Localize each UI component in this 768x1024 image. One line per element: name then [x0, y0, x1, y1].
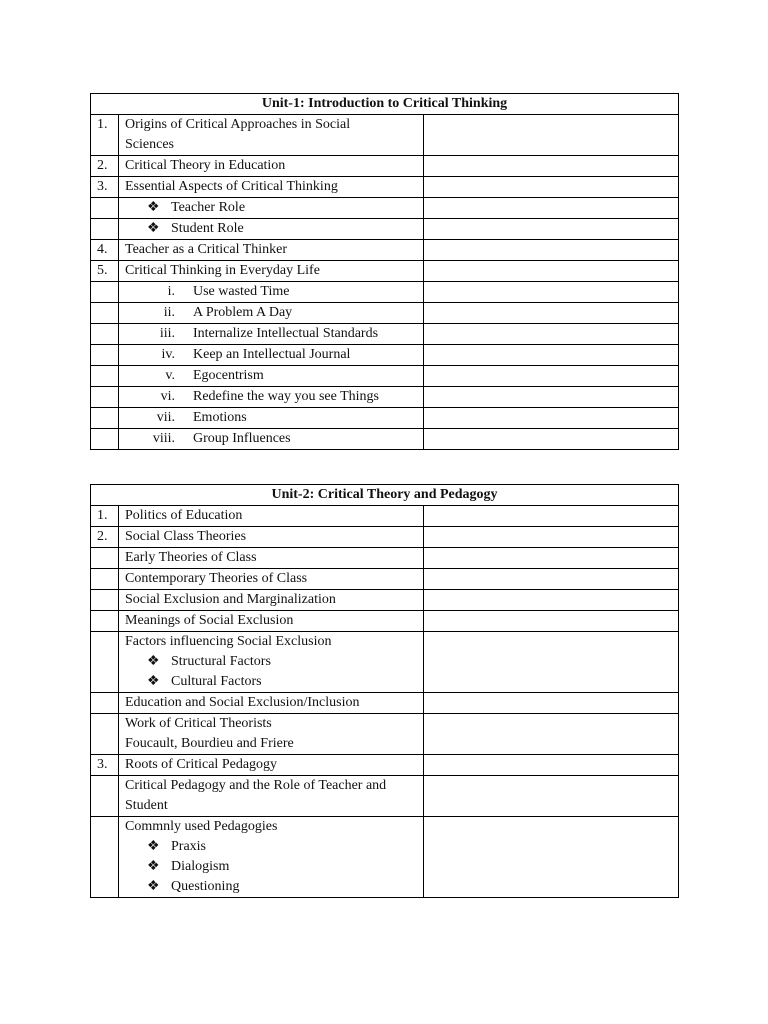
topic-text: Emotions [193, 410, 247, 425]
table-row [91, 693, 679, 714]
roman-numeral: vi. [160, 389, 175, 404]
row-number [91, 817, 119, 898]
table-row [91, 506, 679, 527]
topic-text: Teacher Role [171, 200, 246, 215]
blank-cell [424, 632, 679, 693]
subtopic-text: Praxis [171, 839, 206, 854]
topic-text: Meanings of Social Exclusion [119, 611, 424, 632]
table-row [91, 261, 679, 282]
row-number [91, 611, 119, 632]
topic-text: Factors influencing Social Exclusion [125, 634, 332, 649]
table-row [91, 611, 679, 632]
row-number [91, 714, 119, 755]
diamond-bullet-icon: ❖ [147, 859, 160, 874]
table-row [91, 219, 679, 240]
row-number [91, 632, 119, 693]
topic-text: Foucault, Bourdieu and Friere [125, 736, 294, 751]
blank-cell [424, 714, 679, 755]
roman-numeral: vii. [156, 410, 175, 425]
row-number: 2. [91, 527, 119, 548]
table-row [91, 303, 679, 324]
blank-cell [424, 408, 679, 429]
blank-cell [424, 817, 679, 898]
table-row [91, 198, 679, 219]
row-number: 1. [91, 115, 119, 156]
row-number [91, 282, 119, 303]
topic-cell [119, 632, 424, 693]
topic-text: Group Influences [193, 431, 291, 446]
row-number [91, 693, 119, 714]
blank-cell [424, 548, 679, 569]
blank-cell [424, 590, 679, 611]
row-number: 2. [91, 156, 119, 177]
topic-text: Roots of Critical Pedagogy [119, 755, 424, 776]
blank-cell [424, 156, 679, 177]
blank-cell [424, 569, 679, 590]
blank-cell [424, 527, 679, 548]
blank-cell [424, 506, 679, 527]
subtopic-text: Structural Factors [171, 654, 271, 669]
table-row [91, 282, 679, 303]
table-row [91, 548, 679, 569]
row-number [91, 219, 119, 240]
topic-cell [119, 387, 424, 408]
row-number [91, 408, 119, 429]
topic-text: Commnly used Pedagogies [125, 819, 278, 834]
roman-numeral: i. [167, 284, 175, 299]
topic-cell [119, 324, 424, 345]
row-number [91, 387, 119, 408]
subtopic-text: Dialogism [171, 859, 230, 874]
diamond-bullet-icon: ❖ [147, 654, 160, 669]
table-row [91, 755, 679, 776]
table-row [91, 408, 679, 429]
topic-cell [119, 408, 424, 429]
topic-text: Early Theories of Class [119, 548, 424, 569]
table-row [91, 776, 679, 817]
blank-cell [424, 324, 679, 345]
topic-text: Work of Critical Theorists [125, 716, 272, 731]
blank-cell [424, 429, 679, 450]
table-row [91, 240, 679, 261]
blank-cell [424, 611, 679, 632]
row-number [91, 429, 119, 450]
topic-text: Social Class Theories [119, 527, 424, 548]
topic-text: Critical Theory in Education [119, 156, 424, 177]
row-number [91, 303, 119, 324]
subtopic-text: Questioning [171, 879, 240, 894]
row-number [91, 569, 119, 590]
blank-cell [424, 366, 679, 387]
topic-text: Critical Pedagogy and the Role of Teacher and [125, 778, 387, 793]
table-row [91, 590, 679, 611]
topic-cell [119, 303, 424, 324]
table-row [91, 817, 679, 898]
topic-cell [119, 817, 424, 898]
unit-1-table [90, 93, 679, 450]
topic-cell [119, 115, 424, 156]
topic-text: Essential Aspects of Critical Thinking [119, 177, 424, 198]
topic-text: Origins of Critical Approaches in Social [125, 117, 351, 132]
row-number: 4. [91, 240, 119, 261]
table-row [91, 366, 679, 387]
blank-cell [424, 177, 679, 198]
topic-cell [119, 714, 424, 755]
row-number: 1. [91, 506, 119, 527]
blank-cell [424, 219, 679, 240]
topic-cell [119, 282, 424, 303]
blank-cell [424, 261, 679, 282]
subtopic-text: Cultural Factors [171, 674, 262, 689]
unit-2-title-row [91, 485, 679, 506]
topic-text: Use wasted Time [193, 284, 290, 299]
topic-cell [119, 776, 424, 817]
topic-text: Education and Social Exclusion/Inclusion [119, 693, 424, 714]
unit-1-title: Unit-1: Introduction to Critical Thinking [91, 94, 679, 115]
topic-cell [119, 198, 424, 219]
topic-text: Social Exclusion and Marginalization [119, 590, 424, 611]
roman-numeral: viii. [152, 431, 175, 446]
row-number: 5. [91, 261, 119, 282]
table-row [91, 569, 679, 590]
blank-cell [424, 776, 679, 817]
topic-cell [119, 345, 424, 366]
row-number: 3. [91, 755, 119, 776]
table-row [91, 345, 679, 366]
blank-cell [424, 240, 679, 261]
table-row [91, 156, 679, 177]
topic-cell [119, 366, 424, 387]
row-number [91, 776, 119, 817]
diamond-bullet-icon: ❖ [147, 221, 160, 236]
table-row [91, 387, 679, 408]
row-number [91, 590, 119, 611]
topic-text: Teacher as a Critical Thinker [119, 240, 424, 261]
topic-text: Politics of Education [119, 506, 424, 527]
unit-2-table [90, 484, 679, 898]
unit-1-title-row [91, 94, 679, 115]
roman-numeral: iv. [161, 347, 175, 362]
topic-text: Student [125, 798, 168, 813]
topic-text: Internalize Intellectual Standards [193, 326, 379, 341]
topic-text: Keep an Intellectual Journal [193, 347, 351, 362]
table-row [91, 115, 679, 156]
topic-cell [119, 219, 424, 240]
roman-numeral: v. [165, 368, 175, 383]
row-number [91, 366, 119, 387]
topic-text: Egocentrism [193, 368, 264, 383]
topic-text: Sciences [125, 137, 174, 152]
topic-text: Student Role [171, 221, 244, 236]
topic-text: Critical Thinking in Everyday Life [119, 261, 424, 282]
row-number [91, 345, 119, 366]
table-row [91, 714, 679, 755]
blank-cell [424, 345, 679, 366]
unit-2-title: Unit-2: Critical Theory and Pedagogy [91, 485, 679, 506]
diamond-bullet-icon: ❖ [147, 200, 160, 215]
blank-cell [424, 115, 679, 156]
diamond-bullet-icon: ❖ [147, 839, 160, 854]
blank-cell [424, 693, 679, 714]
blank-cell [424, 387, 679, 408]
topic-text: Redefine the way you see Things [193, 389, 379, 404]
blank-cell [424, 282, 679, 303]
blank-cell [424, 198, 679, 219]
diamond-bullet-icon: ❖ [147, 674, 160, 689]
table-row [91, 429, 679, 450]
table-row [91, 632, 679, 693]
row-number [91, 198, 119, 219]
blank-cell [424, 303, 679, 324]
table-row [91, 324, 679, 345]
table-row [91, 527, 679, 548]
blank-cell [424, 755, 679, 776]
topic-cell [119, 429, 424, 450]
row-number [91, 548, 119, 569]
topic-text: Contemporary Theories of Class [119, 569, 424, 590]
table-row [91, 177, 679, 198]
topic-text: A Problem A Day [193, 305, 293, 320]
row-number: 3. [91, 177, 119, 198]
roman-numeral: ii. [163, 305, 175, 320]
row-number [91, 324, 119, 345]
diamond-bullet-icon: ❖ [147, 879, 160, 894]
roman-numeral: iii. [159, 326, 175, 341]
